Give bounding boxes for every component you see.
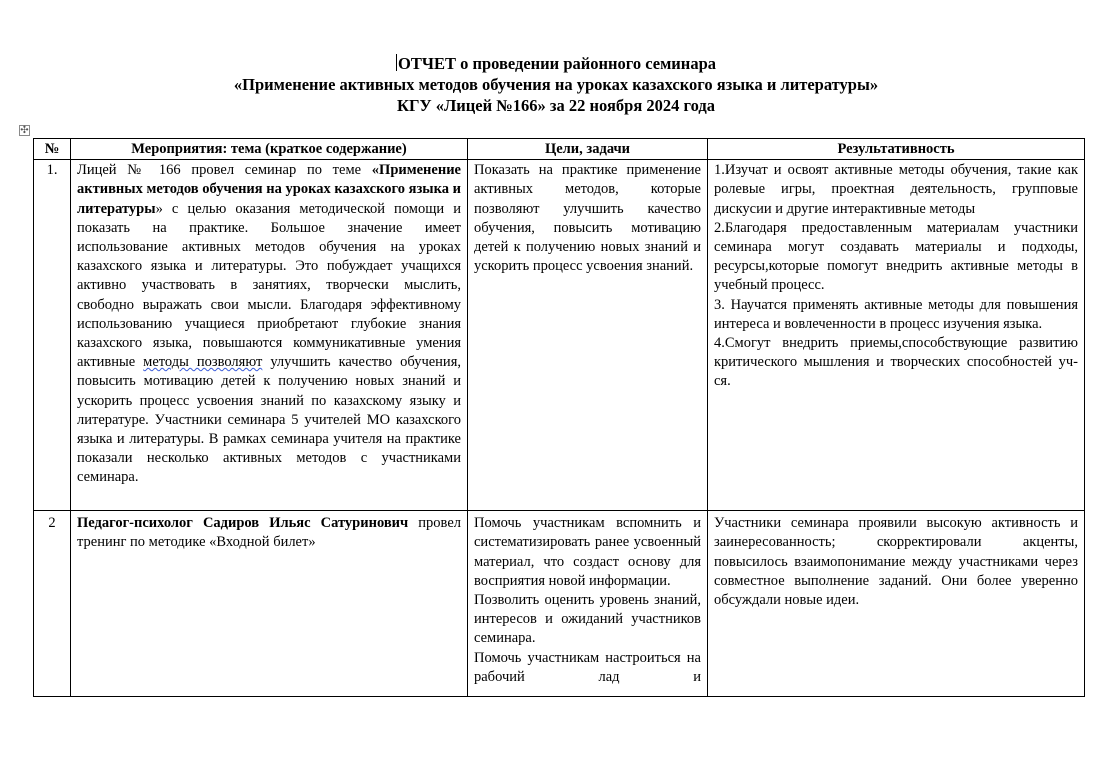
title-line-3: КГУ «Лицей №166» за 22 ноября 2024 года	[397, 96, 715, 115]
event-cell[interactable]: Педагог-психолог Садиров Ильяс Сатуринович провел тренинг по методике «Входной билет»	[71, 511, 468, 697]
title-line-1: ОТЧЕТ о проведении районного семинара	[398, 54, 716, 73]
table-row	[34, 511, 1085, 697]
text-cursor	[396, 54, 397, 71]
goals-cell[interactable]	[468, 511, 708, 697]
header-results: Результативность	[708, 139, 1085, 160]
presenter-name: Педагог-психолог Садиров Ильяс Сатуринович	[77, 515, 409, 532]
header-goals: Цели, задачи	[468, 139, 708, 160]
goal-paragraph: Показать на практике применение активных методов, которые позволяют улучшить качество обучения, повысить мотивацию детей к получению новых знаний и ускорить процесс усвоения знаний.	[474, 162, 701, 275]
results-cell[interactable]	[708, 160, 1085, 511]
table-header-row	[34, 139, 1085, 160]
row-number: 1.	[34, 160, 71, 511]
report-table	[33, 138, 1085, 697]
result-item: 3. Научатся применять активные методы для повышения интереса и вовлеченности в процесс изучения языка.	[714, 296, 1078, 332]
header-number: №	[34, 139, 71, 160]
title-line-2: «Применение активных методов обучения на уроках казахского языка и литературы»	[233, 75, 879, 94]
seminar-topic: «Применение активных методов обучения на уроках казахского языка и литературы	[77, 162, 461, 217]
spellcheck-underline[interactable]: методы позволяют	[143, 354, 263, 371]
result-paragraph: Участники семинара проявили высокую активность и заинересованность; скорректировали акценты, повысилось взаимопонимание между участниками через совместное выполнение заданий. Они более уверенно обсуждали новые идеи.	[714, 515, 1078, 609]
document-title	[0, 53, 1112, 116]
event-cell[interactable]: Лицей № 166 провел семинар по теме «Применение активных методов обучения на уроках казахского языка и литературы» с целью оказания методической помощи и показать на практике. Большое значение имеет использование активных методов обучения на уроках казахского языка и литературы. Это побуждает учащихся активно участвовать в занятиях, творчески мыслить, свободно выражать свои мысли. Благодаря эффективному использованию учащиеся приобретают глубокие знания казахского языка, повышаются коммуникативные умения активные методы позволяют улучшить качество обучения, повысить мотивацию детей к получению новых знаний и ускорить процесс усвоения знаний по казахскому языку и литературе. Участники семинара 5 учителей МО казахского языка и литературы. В рамках семинара учителя на практике показали несколько активных методов с участниками семинара.	[71, 160, 468, 511]
move-arrows-icon[interactable]: ✣	[20, 125, 29, 136]
header-event: Мероприятия: тема (краткое содержание)	[71, 139, 468, 160]
row-number: 2	[34, 511, 71, 697]
result-item: 2.Благодаря предоставленным материалам участники семинара могут создавать материалы и подходы, ресурсы,которые помогут внедрить активные методы в учебный процесс.	[714, 219, 1078, 294]
result-item: 4.Смогут внедрить приемы,способствующие развитию критического мышления и творческих способностей уч-ся.	[714, 335, 1078, 390]
result-item: 1.Изучат и освоят активные методы обучения, такие как ролевые игры, проектная деятельность, групповые дискусии и другие интерактивные методы	[714, 162, 1078, 217]
goal-paragraph: Помочь участникам вспомнить и систематизировать ранее усвоенный материал, что создаст основу для восприятия новой информации.	[474, 515, 701, 589]
table-row	[34, 160, 1085, 511]
results-cell[interactable]	[708, 511, 1085, 697]
goal-paragraph: Помочь участникам настроиться на рабочий лад и	[474, 649, 701, 685]
goals-cell[interactable]	[468, 160, 708, 511]
goal-paragraph: Позволить оценить уровень знаний, интересов и ожиданий участников семинара.	[474, 592, 701, 647]
